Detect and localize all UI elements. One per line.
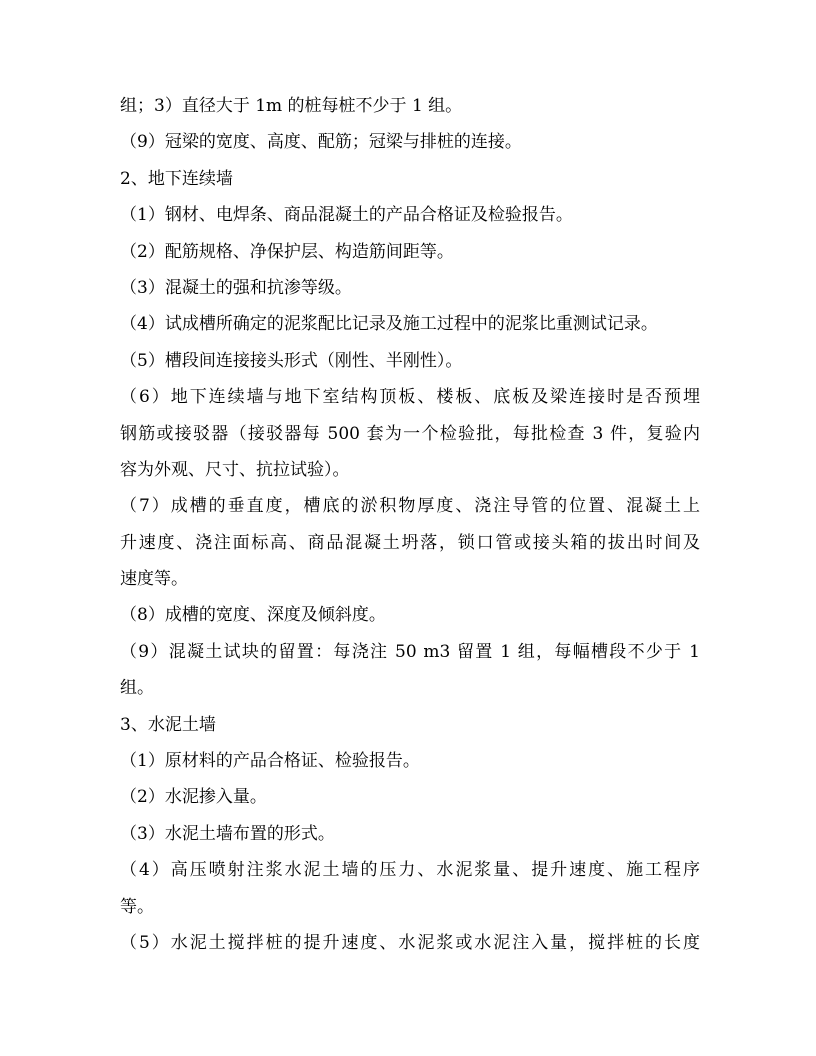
text-line: 组。: [120, 678, 154, 699]
text-line: （5）槽段间连接接头形式（刚性、半刚性）。: [120, 350, 463, 371]
section-heading: 2、地下连续墙: [120, 168, 233, 189]
text-line: （1）钢材、电焊条、商品混凝土的产品合格证及检验报告。: [120, 205, 573, 226]
text-line: （6）地下连续墙与地下室结构顶板、楼板、底板及梁连接时是否预埋: [120, 387, 700, 408]
text-line: 升速度、浇注面标高、商品混凝土坍落，锁口管或接头箱的拔出时间及: [120, 532, 700, 553]
text-line: （1）原材料的产品合格证、检验报告。: [120, 751, 420, 772]
text-line: （2）配筋规格、净保护层、构造筋间距等。: [120, 241, 454, 262]
text-line: （9）混凝土试块的留置：每浇注 50 m3 留置 1 组，每幅槽段不少于 1: [120, 641, 700, 662]
text-line: （4）试成槽所确定的泥浆配比记录及施工过程中的泥浆比重测试记录。: [120, 314, 658, 335]
text-line: （4）高压喷射注浆水泥土墙的压力、水泥浆量、提升速度、施工程序: [120, 860, 700, 881]
text-line: 钢筋或接驳器（接驳器每 500 套为一个检验批，每批检查 3 件，复验内: [120, 423, 700, 444]
text-line: 速度等。: [120, 569, 188, 590]
text-line: （3）水泥土墙布置的形式。: [120, 823, 335, 844]
text-line: 容为外观、尺寸、抗拉试验）。: [120, 459, 350, 480]
text-line: （2）水泥掺入量。: [120, 787, 267, 808]
text-line: （7）成槽的垂直度，槽底的淤积物厚度、浇注导管的位置、混凝土上: [120, 496, 700, 517]
section-heading: 3、水泥土墙: [120, 714, 216, 735]
text-line: 组；3）直径大于 1m 的桩每桩不少于 1 组。: [120, 96, 463, 116]
text-line: （5）水泥土搅拌桩的提升速度、水泥浆或水泥注入量，搅拌桩的长度: [120, 932, 700, 953]
text-line: （8）成槽的宽度、深度及倾斜度。: [120, 605, 386, 626]
document-body: [120, 88, 700, 961]
text-line: 等。: [120, 896, 154, 917]
text-line: （3）混凝土的强和抗渗等级。: [120, 277, 352, 298]
text-line: （9）冠梁的宽度、高度、配筋；冠梁与排桩的连接。: [120, 132, 522, 153]
